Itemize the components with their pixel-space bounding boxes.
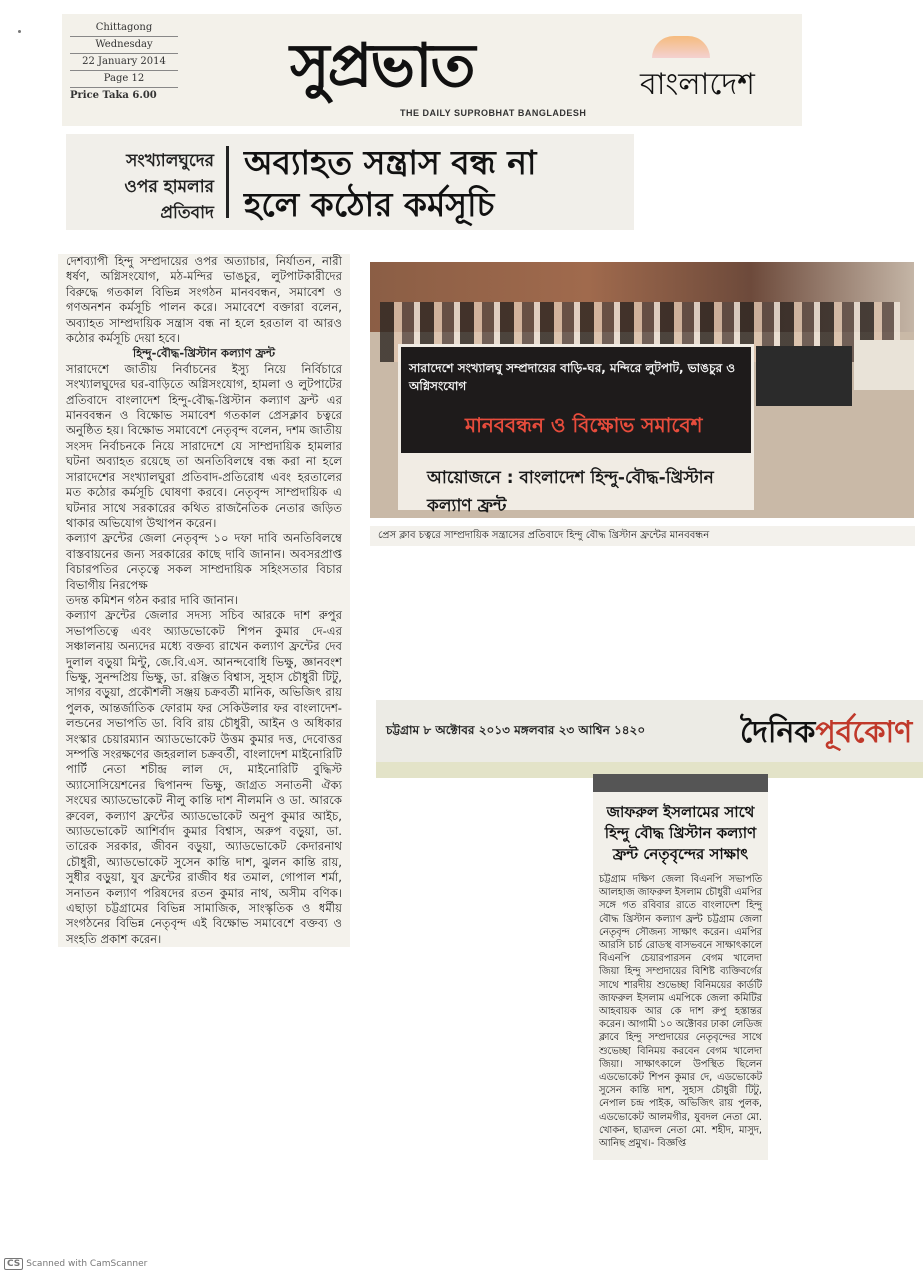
scanner-badge-icon: CS [4, 1258, 23, 1270]
article-subhead: হিন্দু-বৌদ্ধ-খ্রিস্টান কল্যাণ ফ্রন্ট [132, 346, 276, 361]
weekday: Wednesday [70, 37, 178, 54]
price: Price Taka 6.00 [70, 90, 157, 101]
kicker [74, 148, 214, 226]
side-banner [854, 340, 914, 390]
article-paragraph: দেশব্যাপী হিন্দু সম্প্রদায়ের ওপর অত্যাচার, নির্যাতন, নারী ধর্ষণ, অগ্নিসংযোগ, মঠ-মন্দির ভাঙচুর, লুটপাটকারীদের বিরুদ্ধে গতকাল বিভিন্ন সংগঠন মানববন্ধন, সমাবেশ ও গণঅনশন কর্মসূচি পালন করে। সমাবেশে বক্তারা বলেন, অব্যাহত সাম্প্রদায়িক সন্ত্রাস বন্ধ না হলে হরতাল বা আরও কঠোর কর্মসূচি দেয়া হবে। [66, 254, 342, 346]
scan-speck [18, 30, 21, 33]
side-banner [756, 346, 852, 406]
kicker-line: ওপর হামলার [124, 177, 214, 197]
paper2-header [376, 700, 923, 762]
article-column [58, 254, 350, 947]
kicker-line: সংখ্যালঘুদের [126, 151, 214, 171]
city: Chittagong [70, 20, 178, 37]
article-paragraph: কল্যাণ ফ্রন্টের জেলা নেতৃবৃন্দ ১০ দফা দাবি অনতিবিলম্বে বাস্তবায়নের জন্য সরকারের কাছে দাবি জানান। অবসরপ্রাপ্ত বিচারপতির নেতৃত্বে সকল সাম্প্রদায়িক সহিংসতার বিচার বিভাগীয় নিরপেক্ষ [66, 531, 342, 592]
article2-top-bar [593, 774, 768, 792]
paper2-brand-black: দৈনিক [740, 715, 816, 750]
article2 [593, 774, 768, 1160]
banner-text: সারাদেশে সংখ্যালঘু সম্প্রদায়ের বাড়ি-ঘর, মন্দিরে লুটপাট, ভাঙচুর ও অগ্নিসংযোগ [409, 361, 736, 393]
headline-block [66, 134, 634, 230]
paper2-brand [740, 708, 912, 759]
article-paragraph: কল্যাণ ফ্রন্টের জেলার সদস্য সচিব আরকে দাশ রুপুর সভাপতিত্বে এবং অ্যাডভোকেট শিপন কুমার দে-এর সঞ্চালনায় অন্যদের মধ্যে বক্তব্য রাখেন কল্যাণ ফ্রন্টের দেব দুলাল বড়ুয়া মিন্টু, জে.বি.এস. আনন্দবোধি ভিক্ষু, জ্ঞানবংশ ভিক্ষু, সুনন্দপ্রিয় ভিক্ষু, ডা. রঞ্জিত বিশ্বাস, সুহাস চৌধুরী টিটু, সাগর বড়ুয়া, প্রকৌশলী সঞ্জয় চক্রবর্তী মানিক, অভিজিৎ রায় পুলক, আন্তর্জাতিক ফোরাম ফর সেকিউলার ফর বাংলাদেশ-লন্ডনের সভাপতি ডা. বিবি রায় চৌধুরী, আইন ও অধিকার সংস্কার চেয়ারম্যান অ্যাডভোকেট উত্তম কুমার দত্ত, দেবোত্তর সম্পত্তি সংরক্ষণের জহরলাল চক্রবর্তী, বাংলাদেশ মাইনোরিটি পার্টি নেতা শচীন্দ্র লাল দে, মাইনোরিটি বুদ্ধিস্ট অ্যাসোসিয়েশনের দ্বিপানন্দ ভিক্ষু, জাগ্রত সনাতনী ঐক্য সংঘের অ্যাডভোকেট নীলু কান্তি দাশ নীলমনি ও ডা. আরকে রুবেল, কল্যাণ ফ্রন্টের অ্যাডভোকেট অনুপ কুমার আইচ, অ্যাডভোকেট আশির্বাদ কুমার বিশ্বাস, অরুপ বড়ুয়া, ডা. তারেক সরকার, জীবন বড়ুয়া, অ্যাডভোকেট কেদারনাথ চৌধুরী, অ্যাডভোকেট সুসেন কান্তি দাশ, ঝুলন কান্তি রায়, সুধীর বড়ুয়া, যুব ফ্রন্টের রাজীব ধর তমাল, গোপাল শর্মা, সনাতন কল্যাণ পরিষদের রতন কুমার নাথ, অসীম বণিক। এছাড়া চট্টগ্রামের বিভিন্ন সামাজিক, সাংস্কৃতিক ও ধর্মীয় সংগঠনের বিভিন্ন নেতৃবৃন্দ এই বিক্ষোভ সমাবেশে বক্তব্য ও সংহতি প্রকাশ করেন। [66, 608, 342, 946]
banner-organizer: আয়োজনে : বাংলাদেশ হিন্দু-বৌদ্ধ-খ্রিস্টান কল্যাণ ফ্রন্ট [427, 468, 714, 516]
article-paragraph: সারাদেশে জাতীয় নির্বাচনের ইস্যু নিয়ে নির্বিচারে সংখ্যালঘুদের ঘর-বাড়িতে অগ্নিসংযোগ, হামলা ও লুটপাটের প্রতিবাদে বাংলাদেশ হিন্দু-বৌদ্ধ-খ্রিস্টান কল্যাণ ফ্রন্ট এর মানববন্ধন ও বিক্ষোভ সমাবেশ গতকাল প্রেসক্লাব চত্বরে অনুষ্ঠিত হয়। বিক্ষোভ সমাবেশে নেতৃবৃন্দ বলেন, দশম জাতীয় সংসদ নির্বাচনকে নিয়ে সারাদেশে যে সাম্প্রদায়িক হামলার ঘটনা অব্যাহত রয়েছে তা অনতিবিলম্বে বন্ধ করা না হলে সারাদেশের সংখ্যালঘুরা প্রতিবাদ-প্রতিরোধ এবং হরতালের মত কঠোর কর্মসূচি ঘোষণা করবে। নেতৃবৃন্দ সাম্প্রদায়িক এ ঘটনার সাথে সরকারের কথিত রাজনৈতিক নেতার জড়িত থাকার অভিযোগ উত্থাপন করেন। [66, 361, 342, 530]
headline-divider [226, 146, 229, 218]
masthead [62, 14, 802, 126]
banner-title: মানববন্ধন ও বিক্ষোভ সমাবেশ [465, 413, 703, 437]
sun-logo-icon [652, 36, 710, 58]
issue-date: 22 January 2014 [70, 54, 178, 71]
newspaper-brand-sub: বাংলাদেশ [640, 67, 755, 102]
kicker-line: প্রতিবাদ [160, 203, 214, 223]
scanner-text: Scanned with CamScanner [26, 1259, 148, 1269]
article2-body: চট্টগ্রাম দক্ষিণ জেলা বিএনপি সভাপতি আলহাজ জাফরুল ইসলাম চৌধুরী এমপির সঙ্গে গত রবিবার রাতে বাংলাদেশ হিন্দু বৌদ্ধ খ্রিস্টান কল্যাণ ফ্রন্ট চট্টগ্রাম জেলা নেতৃবৃন্দ সৌজন্য সাক্ষাৎ করেন। এমপির আরসি চার্চ রোডস্থ বাসভবনে সাক্ষাৎকালে বিএনপি চেয়ারপারসন বেগম খালেদা জিয়া হিন্দু সম্প্রদায়ের বিশিষ্ট ব্যক্তিবর্গের সাথে শারদীয় শুভেচ্ছা বিনিময়ের কার্ডটি জাফরুল ইসলাম এমপিকে জেলা কমিটির আহবায়ক আর কে দাশ রুপু হস্তান্তর করেন। আগামী ১০ অক্টোবর ঢাকা লেডিজ ক্লাবে হিন্দু সম্প্রদায়ের নেতৃবৃন্দের সাথে শুভেচ্ছা বিনিময় করবেন বেগম খালেদা জিয়া। সাক্ষাৎকালে উপস্থিত ছিলেন এডভোকেট শিপন কুমার দে, এডভোকেট সুসেন কান্তি দাশ, সুহাস চৌধুরী টিটু, নেপাল চন্দ্র পাইক, অভিজিৎ রায় পুলক, এডভোকেট আলমগীর, যুবদল নেতা মো. খোকন, ছাত্রদল নেতা মো. শহীদ, মাসুদ, আনিছ প্রমুখ।- বিজ্ঞপ্তি [599, 874, 762, 1150]
paper2-date: চট্টগ্রাম ৮ অক্টোবর ২০১৩ মঙ্গলবার ২৩ আশ্বিন ১৪২০ [386, 723, 646, 737]
scanner-watermark [4, 1258, 147, 1270]
headline [244, 142, 629, 226]
date-box [70, 20, 178, 104]
news-photo [370, 262, 914, 518]
page-number: Page 12 [70, 71, 178, 88]
article2-title: জাফরুল ইসলামের সাথে হিন্দু বৌদ্ধ খ্রিস্টান কল্যাণ ফ্রন্ট নেতৃবৃন্দের সাক্ষাৎ [604, 803, 757, 863]
tagline: THE DAILY SUPROBHAT BANGLADESH [400, 108, 587, 118]
headline-line: হলে কঠোর কর্মসূচি [244, 185, 495, 224]
paper2-brand-red: পূর্বকোণ [815, 715, 913, 750]
headline-line: অব্যাহত সন্ত্রাস বন্ধ না [244, 143, 537, 182]
banner-organizer-strip [401, 453, 751, 516]
article-paragraph: তদন্ত কমিশন গঠন করার দাবি জানান। [66, 592, 239, 607]
newspaper-brand: সুপ্রভাত [290, 31, 474, 101]
protest-banner [398, 344, 754, 516]
photo-caption: প্রেস ক্লাব চত্বরে সাম্প্রদায়িক সন্ত্রাসের প্রতিবাদে হিন্দু বৌদ্ধ খ্রিস্টান ফ্রন্টের মানববন্ধন [370, 526, 915, 546]
